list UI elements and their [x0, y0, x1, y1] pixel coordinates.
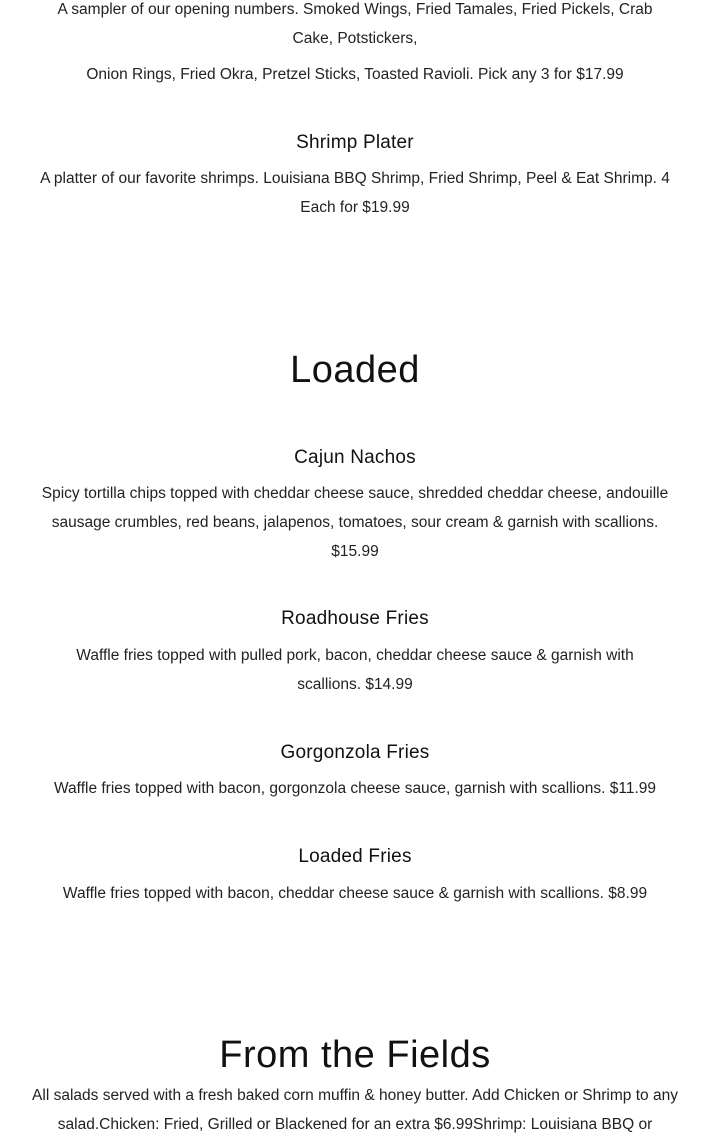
section-intro-from-the-fields: All salads served with a fresh baked corn muffin & honey butter. Add Chicken or Shrimp to any salad.Chicken: Fried, Grilled or Blackened for an extra $6.99Shrimp: Louisiana BBQ or	[32, 1087, 678, 1133]
menu-item-title-gorgonzola-fries: Gorgonzola Fries	[280, 742, 430, 763]
section-title-loaded: Loaded	[290, 349, 420, 391]
section-title-from-the-fields: From the Fields	[219, 1034, 491, 1076]
menu-item-title-shrimp-plater: Shrimp Plater	[296, 132, 414, 153]
menu-item-description-gorgonzola-fries: Waffle fries topped with bacon, gorgonzola cheese sauce, garnish with scallions. $11.99	[54, 780, 656, 797]
sampler-description-continued: Onion Rings, Fried Okra, Pretzel Sticks, Toasted Ravioli. Pick any 3 for $17.99	[86, 66, 624, 83]
menu-item-description-roadhouse-fries: Waffle fries topped with pulled pork, bacon, cheddar cheese sauce & garnish with scallions. $14.99	[76, 647, 634, 693]
menu-item-title-roadhouse-fries: Roadhouse Fries	[281, 608, 429, 629]
menu-item-title-loaded-fries: Loaded Fries	[298, 846, 412, 867]
sampler-description: A sampler of our opening numbers. Smoked Wings, Fried Tamales, Fried Pickels, Crab Cake, Potstickers,	[57, 1, 653, 47]
menu-item-description-shrimp-plater: A platter of our favorite shrimps. Louisiana BBQ Shrimp, Fried Shrimp, Peel & Eat Shrimp. 4 Each for $19.99	[40, 170, 670, 216]
menu-item-title-cajun-nachos: Cajun Nachos	[294, 447, 416, 468]
menu-item-description-loaded-fries: Waffle fries topped with bacon, cheddar cheese sauce & garnish with scallions. $8.99	[62, 885, 648, 902]
menu-item-description-cajun-nachos: Spicy tortilla chips topped with cheddar cheese sauce, shredded cheddar cheese, andouille sausage crumbles, red beans, jalapenos, tomatoes, sour cream & garnish with scallions. $15.99	[41, 485, 669, 560]
